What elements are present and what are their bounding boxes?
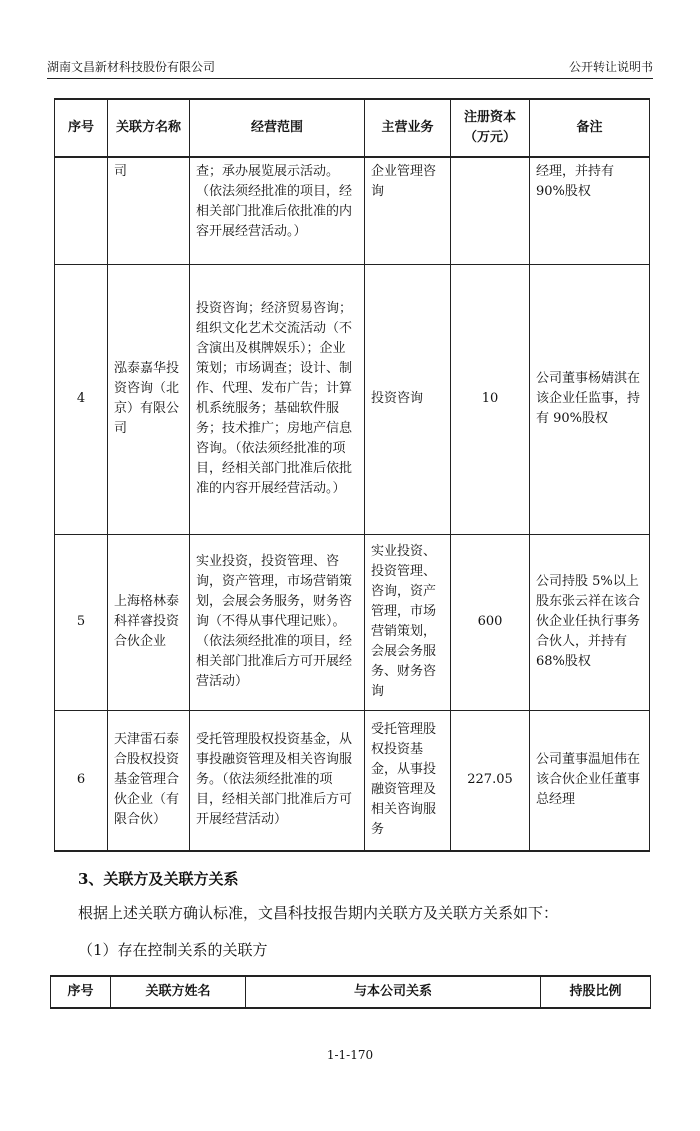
page-number: 1-1-170 bbox=[326, 1048, 374, 1062]
cell-business: 企业管理咨询 bbox=[365, 157, 451, 264]
col-header-no: 序号 bbox=[51, 976, 111, 1008]
cell-note: 公司董事温旭伟在该合伙企业任董事总经理 bbox=[530, 710, 650, 851]
header-doc-title: 公开转让说明书 bbox=[568, 60, 653, 74]
col-header-no: 序号 bbox=[55, 99, 108, 157]
col-header-party-name: 关联方姓名 bbox=[111, 976, 246, 1008]
cell-no bbox=[55, 157, 108, 264]
cell-capital: 600 bbox=[451, 534, 530, 710]
cell-note: 经理，并持有 90%股权 bbox=[530, 157, 650, 264]
related-party-table bbox=[54, 98, 650, 852]
cell-scope: 受托管理股权投资基金，从事投融资管理及相关咨询服务。（依法须经批准的项目，经相关部门批准后方可开展经营活动） bbox=[190, 710, 365, 851]
cell-capital: 10 bbox=[451, 264, 530, 534]
col-header-relation: 与本公司关系 bbox=[246, 976, 541, 1008]
section-subheading: （1）存在控制关系的关联方 bbox=[78, 941, 268, 959]
col-header-name: 关联方名称 bbox=[108, 99, 190, 157]
cell-name: 泓泰嘉华投资咨询（北京）有限公司 bbox=[108, 264, 190, 534]
cell-name: 天津雷石泰合股权投资基金管理合伙企业（有限合伙） bbox=[108, 710, 190, 851]
cell-no: 5 bbox=[55, 534, 108, 710]
cell-no: 6 bbox=[55, 710, 108, 851]
table-row bbox=[55, 157, 650, 264]
cell-name: 司 bbox=[108, 157, 190, 264]
section-title: 3、关联方及关联方关系 bbox=[78, 870, 239, 888]
table-row bbox=[55, 264, 650, 534]
cell-scope: 查；承办展览展示活动。（依法须经批准的项目，经相关部门批准后依批准的内容开展经营活动。） bbox=[190, 157, 365, 264]
cell-business: 受托管理股权投资基金，从事投融资管理及相关咨询服务 bbox=[365, 710, 451, 851]
cell-capital bbox=[451, 157, 530, 264]
col-header-business: 主营业务 bbox=[365, 99, 451, 157]
cell-scope: 实业投资，投资管理、咨询，资产管理，市场营销策划，会展会务服务，财务咨询（不得从事代理记账）。（依法须经批准的项目，经相关部门批准后方可开展经营活动） bbox=[190, 534, 365, 710]
cell-business: 实业投资、投资管理、咨询，资产管理，市场营销策划，会展会务服务、财务咨询 bbox=[365, 534, 451, 710]
cell-scope: 投资咨询；经济贸易咨询；组织文化艺术交流活动（不含演出及棋牌娱乐）；企业策划；市场调查；设计、制作、代理、发布广告；计算机系统服务；基础软件服务；技术推广；房地产信息咨询。（依法须经批准的项目，经相关部门批准后依批准的内容开展经营活动。） bbox=[190, 264, 365, 534]
table-row bbox=[55, 534, 650, 710]
header-company: 湖南文昌新材科技股份有限公司 bbox=[47, 60, 216, 74]
cell-note: 公司持股 5%以上股东张云祥在该合伙企业任执行事务合伙人，并持有 68%股权 bbox=[530, 534, 650, 710]
col-header-scope: 经营范围 bbox=[190, 99, 365, 157]
cell-business: 投资咨询 bbox=[365, 264, 451, 534]
cell-capital: 227.05 bbox=[451, 710, 530, 851]
col-header-capital: 注册资本 （万元） bbox=[451, 99, 530, 157]
cell-name: 上海格林泰科祥睿投资合伙企业 bbox=[108, 534, 190, 710]
section-paragraph: 根据上述关联方确认标准，文昌科技报告期内关联方及关联方关系如下： bbox=[78, 904, 559, 922]
controlling-party-table bbox=[50, 975, 651, 1009]
col-header-note: 备注 bbox=[530, 99, 650, 157]
header-rule bbox=[47, 78, 653, 79]
cell-note: 公司董事杨婧淇在该企业任监事，持有 90%股权 bbox=[530, 264, 650, 534]
cell-no: 4 bbox=[55, 264, 108, 534]
col-header-share-ratio: 持股比例 bbox=[541, 976, 651, 1008]
table-row bbox=[55, 710, 650, 851]
